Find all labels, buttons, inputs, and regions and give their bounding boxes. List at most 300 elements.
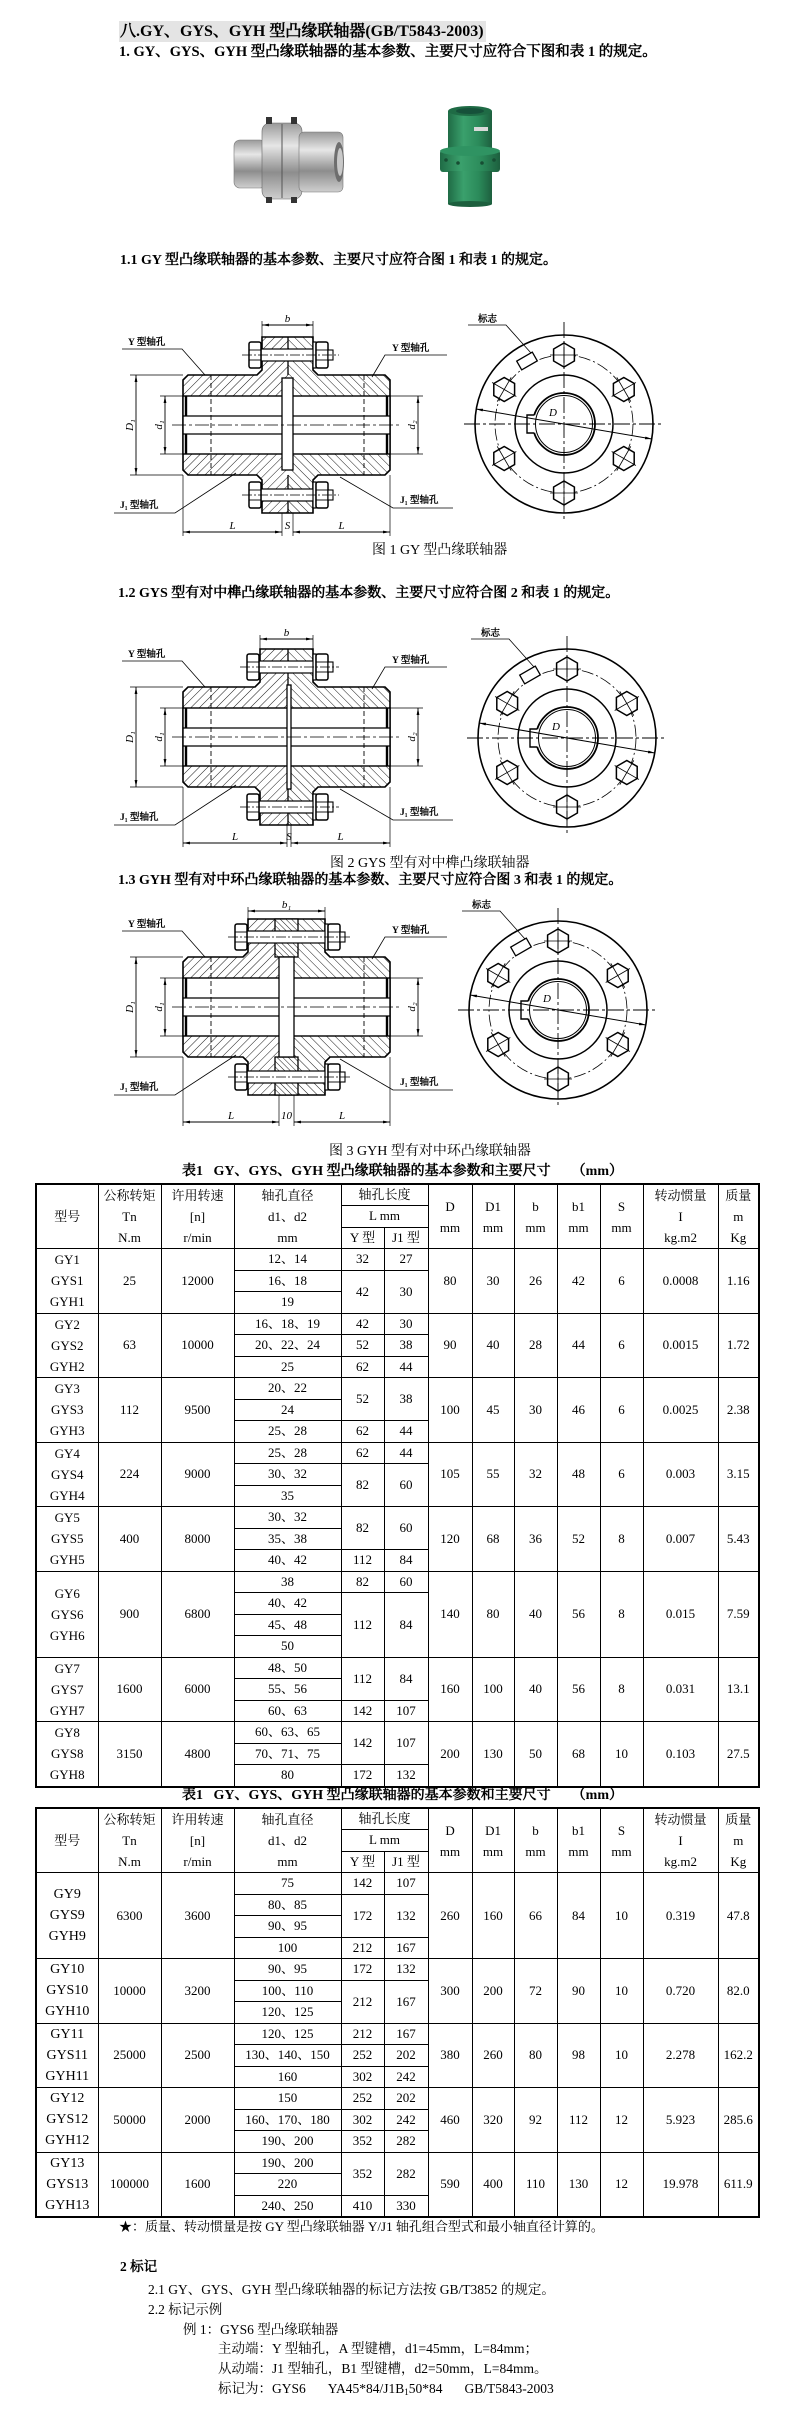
header-line: m [733, 1209, 744, 1224]
b-cell: 80 [514, 2023, 557, 2088]
label-y-hole-right: Y 型轴孔 [392, 926, 430, 936]
S-cell: 8 [600, 1507, 643, 1572]
y-length-cell: 252 [341, 2088, 384, 2110]
model-cell [36, 1722, 98, 1787]
header-D1 [472, 1184, 514, 1249]
j1-length-cell: 107 [384, 1700, 428, 1722]
figure-3-caption: 图 3 GYH 型有对中环凸缘联轴器 [329, 1144, 531, 1159]
S-cell: 6 [600, 1378, 643, 1443]
header-line: mm [525, 1219, 546, 1235]
table-row [36, 1722, 759, 1744]
I-cell: 0.0025 [643, 1378, 718, 1443]
y-length-cell: 212 [341, 1937, 384, 1959]
bore-diameter-cell: 48、50 [234, 1657, 341, 1679]
b-cell: 40 [514, 1571, 557, 1657]
figure-2-caption: 图 2 GYS 型有对中榫凸缘联轴器 [330, 856, 530, 871]
y-length-cell: 142 [341, 1873, 384, 1895]
center-gap [282, 378, 293, 470]
b1-cell: 52 [557, 1507, 600, 1572]
model-name: GY1 [54, 1252, 80, 1268]
S-cell: 12 [600, 2088, 643, 2153]
torque-cell: 900 [98, 1571, 161, 1657]
spec-table-1 [35, 1183, 760, 1788]
model-name: GYS3 [50, 1402, 84, 1418]
header-line: mm [277, 1854, 298, 1869]
m-cell: 47.8 [718, 1873, 759, 1959]
b-cell: 72 [514, 1959, 557, 2024]
table-row [36, 1249, 759, 1271]
label-width: b [284, 313, 291, 325]
header-line: mm [439, 1843, 461, 1859]
D1-cell: 55 [472, 1442, 514, 1507]
j1-length-cell: 84 [384, 1550, 428, 1572]
b1-cell: 46 [557, 1378, 600, 1443]
I-cell: 0.003 [643, 1442, 718, 1507]
label-D: D [552, 721, 560, 733]
torque-cell: 25 [98, 1249, 161, 1314]
header-bore-length: 轴孔长度 [341, 1184, 428, 1206]
model-cell [36, 2023, 98, 2088]
model-name: GYH8 [49, 1767, 85, 1783]
model-name: GYS7 [50, 1681, 84, 1697]
designation-standard: GB/T5843-2003 [464, 2381, 554, 2396]
D1-cell: 200 [472, 1959, 514, 2024]
speed-cell: 10000 [161, 1313, 234, 1378]
header-line: kg.m2 [664, 1854, 697, 1869]
header-line: D1 [485, 1822, 501, 1838]
header-line: [n] [189, 1833, 206, 1848]
y-length-cell: 82 [341, 1464, 384, 1507]
model-name: GYS13 [46, 2176, 89, 2192]
header-line: 转动惯量 [654, 1188, 707, 1203]
bore-diameter-cell: 35、38 [234, 1528, 341, 1550]
label-d2: d₂ [406, 1002, 418, 1012]
bore-diameter-cell: 90、95 [234, 1959, 341, 1981]
b-cell: 28 [514, 1313, 557, 1378]
header-line: mm [611, 1843, 632, 1859]
header-line: 质量 [725, 1188, 752, 1203]
header-row [36, 1808, 759, 1830]
model-name: GYH12 [45, 2133, 90, 2149]
model-cell [36, 1571, 98, 1657]
j1-length-cell: 242 [384, 2066, 428, 2088]
j1-length-cell: 242 [384, 2109, 428, 2131]
m-cell: 1.72 [718, 1313, 759, 1378]
model-cell [36, 2088, 98, 2153]
header-bore-length: 轴孔长度 [341, 1808, 428, 1830]
model-name: GY7 [54, 1660, 80, 1676]
y-length-cell: 42 [341, 1270, 384, 1313]
header-torque [98, 1808, 161, 1873]
bore-diameter-cell: 130、140、150 [234, 2045, 341, 2067]
b1-cell: 48 [557, 1442, 600, 1507]
header-model: 型号 [36, 1808, 98, 1873]
label-y-hole-left: Y 型轴孔 [128, 650, 166, 660]
j1-length-cell: 167 [384, 1980, 428, 2023]
j1-length-cell: 30 [384, 1270, 428, 1313]
table-footnote: ★：质量、转动惯量是按 GY 型凸缘联轴器 Y/J1 轴孔组合型式和最小轴直径计算的。 [119, 2219, 604, 2234]
y-length-cell: 82 [341, 1571, 384, 1593]
b-cell: 30 [514, 1378, 557, 1443]
bore-diameter-cell: 120、125 [234, 2023, 341, 2045]
model-name: GY11 [50, 2026, 85, 2042]
table-body [36, 1808, 759, 2217]
header-line: 轴孔直径 [261, 1188, 314, 1203]
model-name: GYH11 [45, 2068, 90, 2084]
bore-diameter-cell: 25、28 [234, 1421, 341, 1443]
bore-diameter-cell: 190、200 [234, 2131, 341, 2153]
model-name: GYH7 [49, 1702, 85, 1718]
I-cell: 0.0008 [643, 1249, 718, 1314]
y-length-cell: 142 [341, 1722, 384, 1765]
b1-cell: 90 [557, 1959, 600, 2024]
bore-diameter-cell: 20、22、24 [234, 1335, 341, 1357]
marking-heading: 2 标记 [120, 2259, 158, 2274]
section-heading-1-1: 1.1 GY 型凸缘联轴器的基本参数、主要尺寸应符合图 1 和表 1 的规定。 [120, 253, 557, 268]
j1-length-cell: 282 [384, 2131, 428, 2153]
y-length-cell: 410 [341, 2195, 384, 2217]
j1-length-cell: 107 [384, 1722, 428, 1765]
header-line: 许用转速 [171, 1188, 224, 1203]
y-length-cell: 82 [341, 1507, 384, 1550]
label-y-hole-left: Y 型轴孔 [128, 920, 166, 930]
D-cell: 120 [428, 1507, 472, 1572]
b1-cell: 98 [557, 2023, 600, 2088]
bore-diameter-cell: 24 [234, 1399, 341, 1421]
torque-cell: 25000 [98, 2023, 161, 2088]
torque-cell: 112 [98, 1378, 161, 1443]
header-line: D [445, 1198, 455, 1214]
header-model: 型号 [36, 1184, 98, 1249]
table-row [36, 2088, 759, 2110]
label-d1: d₁ [153, 732, 165, 742]
j1-length-cell: 30 [384, 1313, 428, 1335]
model-cell [36, 1378, 98, 1443]
b-cell: 40 [514, 1657, 557, 1722]
label-width: b₁ [281, 899, 292, 911]
torque-cell: 10000 [98, 1959, 161, 2024]
b1-cell: 130 [557, 2152, 600, 2217]
model-name: GY13 [50, 2155, 85, 2171]
bore-diameter-cell: 60、63、65 [234, 1722, 341, 1744]
bore-diameter-cell: 19 [234, 1292, 341, 1314]
coupling-side-view [114, 313, 453, 536]
model-name: GYS2 [50, 1337, 84, 1353]
speed-cell: 12000 [161, 1249, 234, 1314]
bore-diameter-cell: 190、200 [234, 2152, 341, 2174]
model-name: GYH6 [49, 1627, 85, 1643]
D-cell: 140 [428, 1571, 472, 1657]
header-line: Kg [730, 1854, 747, 1869]
torque-cell: 63 [98, 1313, 161, 1378]
designation-label: 标记为： [218, 2381, 272, 2396]
header-D [428, 1808, 472, 1873]
header-line: D [445, 1822, 455, 1838]
torque-cell: 3150 [98, 1722, 161, 1787]
bore-diameter-cell: 100、110 [234, 1980, 341, 2002]
y-length-cell: 212 [341, 1980, 384, 2023]
S-cell: 6 [600, 1249, 643, 1314]
speed-cell: 9000 [161, 1442, 234, 1507]
hatched-section-left [183, 337, 288, 396]
intro-paragraph: 1. GY、GYS、GYH 型凸缘联轴器的基本参数、主要尺寸应符合下图和表 1 的规定。 [119, 44, 657, 60]
bore-diameter-cell: 38 [234, 1571, 341, 1593]
table-row [36, 1507, 759, 1529]
j1-length-cell: 38 [384, 1378, 428, 1421]
D1-cell: 400 [472, 2152, 514, 2217]
hatched-section-right [288, 454, 390, 513]
header-S [600, 1184, 643, 1249]
bore-diameter-cell: 160、170、180 [234, 2109, 341, 2131]
S-cell: 6 [600, 1442, 643, 1507]
label-j1-hole-left: J₁ 型轴孔 [120, 813, 159, 823]
S-cell: 10 [600, 1722, 643, 1787]
coupling-end-view [467, 627, 665, 836]
header-line: b1 [572, 1198, 586, 1214]
model-cell [36, 1507, 98, 1572]
header-inertia [643, 1808, 718, 1873]
D1-cell: 260 [472, 2023, 514, 2088]
coupling-side-view [114, 899, 453, 1126]
D1-cell: 40 [472, 1313, 514, 1378]
spec-table-2 [35, 1807, 760, 2218]
header-line: 质量 [725, 1812, 752, 1827]
header-line: I [678, 1833, 683, 1848]
label-d2: d₂ [406, 420, 418, 430]
model-cell [36, 1959, 98, 2024]
bore-diameter-cell: 16、18 [234, 1270, 341, 1292]
header-line: b1 [572, 1822, 586, 1838]
header-b [514, 1184, 557, 1249]
header-y-type: Y 型 [341, 1227, 384, 1248]
model-name: GY5 [54, 1510, 80, 1526]
document-title: 八.GY、GYS、GYH 型凸缘联轴器(GB/T5843-2003) [120, 23, 484, 40]
D1-cell: 80 [472, 1571, 514, 1657]
b-cell: 32 [514, 1442, 557, 1507]
speed-cell: 9500 [161, 1378, 234, 1443]
model-name: GYH5 [49, 1552, 85, 1568]
label-d1: d₁ [153, 420, 165, 430]
label-j1-hole-right: J₁ 型轴孔 [400, 496, 439, 506]
m-cell: 7.59 [718, 1571, 759, 1657]
label-j1-hole-right: J₁ 型轴孔 [400, 1078, 439, 1088]
designation-code: YA45*84/J1B [327, 2381, 405, 2396]
green-coupling-photo [440, 106, 500, 207]
S-cell: 10 [600, 2023, 643, 2088]
D-cell: 590 [428, 2152, 472, 2217]
header-line: Kg [730, 1230, 747, 1245]
model-name: GYH9 [48, 1929, 86, 1944]
m-cell: 2.38 [718, 1378, 759, 1443]
label-d1: d₁ [153, 1002, 165, 1012]
b1-cell: 68 [557, 1722, 600, 1787]
speed-cell: 6000 [161, 1657, 234, 1722]
header-line: 转动惯量 [654, 1812, 707, 1827]
model-name: GYH4 [49, 1487, 85, 1503]
bore-diameter-cell: 20、22 [234, 1378, 341, 1400]
y-length-cell: 62 [341, 1356, 384, 1378]
b1-cell: 56 [557, 1571, 600, 1657]
speed-cell: 2500 [161, 2023, 234, 2088]
header-line: D1 [485, 1198, 501, 1214]
j1-length-cell: 84 [384, 1593, 428, 1658]
D-cell: 380 [428, 2023, 472, 2088]
header-torque [98, 1184, 161, 1249]
marking-example-title: 例 1：GYS6 型凸缘联轴器 [183, 2322, 339, 2337]
bore-diameter-cell: 45、48 [234, 1614, 341, 1636]
bore-diameter-cell: 100 [234, 1937, 341, 1959]
model-name: GY3 [54, 1381, 80, 1397]
header-row [36, 1184, 759, 1206]
marking-driven-end: 从动端：J1 型轴孔，B1 型键槽，d2=50mm，L=84mm。 [218, 2361, 548, 2376]
header-line: mm [482, 1843, 504, 1859]
I-cell: 19.978 [643, 2152, 718, 2217]
b-cell: 110 [514, 2152, 557, 2217]
model-name: GYH10 [45, 2004, 90, 2020]
D1-cell: 68 [472, 1507, 514, 1572]
figure-1-caption: 图 1 GY 型凸缘联轴器 [372, 543, 508, 558]
label-D: D [549, 407, 557, 419]
table-body [36, 1184, 759, 1787]
j1-length-cell: 167 [384, 1937, 428, 1959]
model-name: GY2 [54, 1316, 80, 1332]
bore-diameter-cell: 240、250 [234, 2195, 341, 2217]
j1-length-cell: 44 [384, 1442, 428, 1464]
S-cell: 12 [600, 2152, 643, 2217]
label-d2: d₂ [406, 732, 418, 742]
m-cell: 5.43 [718, 1507, 759, 1572]
bore-diameter-cell: 16、18、19 [234, 1313, 341, 1335]
model-name: GYS10 [46, 1983, 89, 1999]
j1-length-cell: 60 [384, 1464, 428, 1507]
m-cell: 3.15 [718, 1442, 759, 1507]
model-cell [36, 1442, 98, 1507]
y-length-cell: 172 [341, 1894, 384, 1937]
b1-cell: 56 [557, 1657, 600, 1722]
table-2-title: 表1 GY、GYS、GYH 型凸缘联轴器的基本参数和主要尺寸 （mm） [182, 1788, 623, 1803]
speed-cell: 4800 [161, 1722, 234, 1787]
D1-cell: 45 [472, 1378, 514, 1443]
model-name: GYH3 [49, 1423, 85, 1439]
header-length-unit: L mm [341, 1206, 428, 1227]
header-line: mm [568, 1843, 589, 1859]
bore-diameter-cell: 90、95 [234, 1916, 341, 1938]
model-name: GYH2 [49, 1358, 85, 1374]
D-cell: 160 [428, 1657, 472, 1722]
figure-2-drawing [100, 607, 680, 857]
torque-cell: 6300 [98, 1873, 161, 1959]
speed-cell: 1600 [161, 2152, 234, 2217]
bore-diameter-cell: 160 [234, 2066, 341, 2088]
y-length-cell: 352 [341, 2131, 384, 2153]
leader-y-hole-left [122, 931, 205, 957]
header-line: I [678, 1209, 683, 1224]
j1-length-cell: 202 [384, 2045, 428, 2067]
j1-length-cell: 60 [384, 1571, 428, 1593]
torque-cell: 50000 [98, 2088, 161, 2153]
D-cell: 105 [428, 1442, 472, 1507]
steel-coupling-photo [234, 117, 344, 203]
figure-3-drawing [100, 877, 680, 1132]
header-line: Tn [122, 1833, 137, 1848]
header-line: N.m [118, 1854, 141, 1869]
S-cell: 8 [600, 1571, 643, 1657]
speed-cell: 3600 [161, 1873, 234, 1959]
model-name: GY4 [54, 1445, 80, 1461]
label-gap: S [286, 831, 292, 843]
label-D1: D₁ [124, 419, 136, 431]
speed-cell: 6800 [161, 1571, 234, 1657]
b-cell: 50 [514, 1722, 557, 1787]
designation-code-suffix: 50*84 [408, 2381, 443, 2396]
I-cell: 0.031 [643, 1657, 718, 1722]
bore-diameter-cell: 25 [234, 1356, 341, 1378]
b-cell: 92 [514, 2088, 557, 2153]
S-cell: 10 [600, 1873, 643, 1959]
header-line: r/min [183, 1230, 212, 1245]
label-j1-hole-left: J₁ 型轴孔 [120, 1083, 159, 1093]
y-length-cell: 142 [341, 1700, 384, 1722]
table-row [36, 2152, 759, 2174]
label-mark: 标志 [478, 315, 498, 325]
label-length-left: L [231, 831, 239, 843]
y-length-cell: 172 [341, 1765, 384, 1787]
section-heading-1-3: 1.3 GYH 型有对中环凸缘联轴器的基本参数、主要尺寸应符合图 3 和表 1 的规定。 [118, 873, 623, 888]
label-mark: 标志 [481, 629, 501, 639]
m-cell: 285.6 [718, 2088, 759, 2153]
I-cell: 0.319 [643, 1873, 718, 1959]
D-cell: 90 [428, 1313, 472, 1378]
j1-length-cell: 330 [384, 2195, 428, 2217]
label-j1-hole-left: J₁ 型轴孔 [120, 501, 159, 511]
bore-diameter-cell: 40、42 [234, 1550, 341, 1572]
label-length-left: L [229, 520, 236, 532]
header-line: 公称转矩 [103, 1188, 156, 1203]
marking-designation [218, 2380, 554, 2401]
model-name: GYS5 [50, 1531, 84, 1547]
D1-cell: 160 [472, 1873, 514, 1959]
header-bore_dia [234, 1808, 341, 1873]
header-line: mm [525, 1843, 546, 1859]
S-cell: 10 [600, 1959, 643, 2024]
header-line: mm [277, 1230, 298, 1245]
b-cell: 26 [514, 1249, 557, 1314]
hatched-section-right [288, 766, 390, 825]
header-line: r/min [183, 1854, 212, 1869]
header-b [514, 1808, 557, 1873]
bore-diameter-cell: 30、32 [234, 1507, 341, 1529]
model-name: GY6 [54, 1585, 80, 1601]
j1-length-cell: 202 [384, 2088, 428, 2110]
table-row [36, 2023, 759, 2045]
I-cell: 0.0015 [643, 1313, 718, 1378]
bore-diameter-cell: 75 [234, 1873, 341, 1895]
header-mass [718, 1808, 759, 1873]
coupling-end-view [464, 313, 662, 522]
speed-cell: 8000 [161, 1507, 234, 1572]
y-length-cell: 42 [341, 1313, 384, 1335]
j1-length-cell: 132 [384, 1894, 428, 1937]
j1-length-cell: 84 [384, 1657, 428, 1700]
designation-code-subscript: 1 [404, 2387, 409, 2397]
D-cell: 260 [428, 1873, 472, 1959]
y-length-cell: 52 [341, 1378, 384, 1421]
header-b1 [557, 1184, 600, 1249]
b1-cell: 84 [557, 1873, 600, 1959]
header-line: N.m [118, 1230, 141, 1245]
torque-cell: 1600 [98, 1657, 161, 1722]
I-cell: 5.923 [643, 2088, 718, 2153]
